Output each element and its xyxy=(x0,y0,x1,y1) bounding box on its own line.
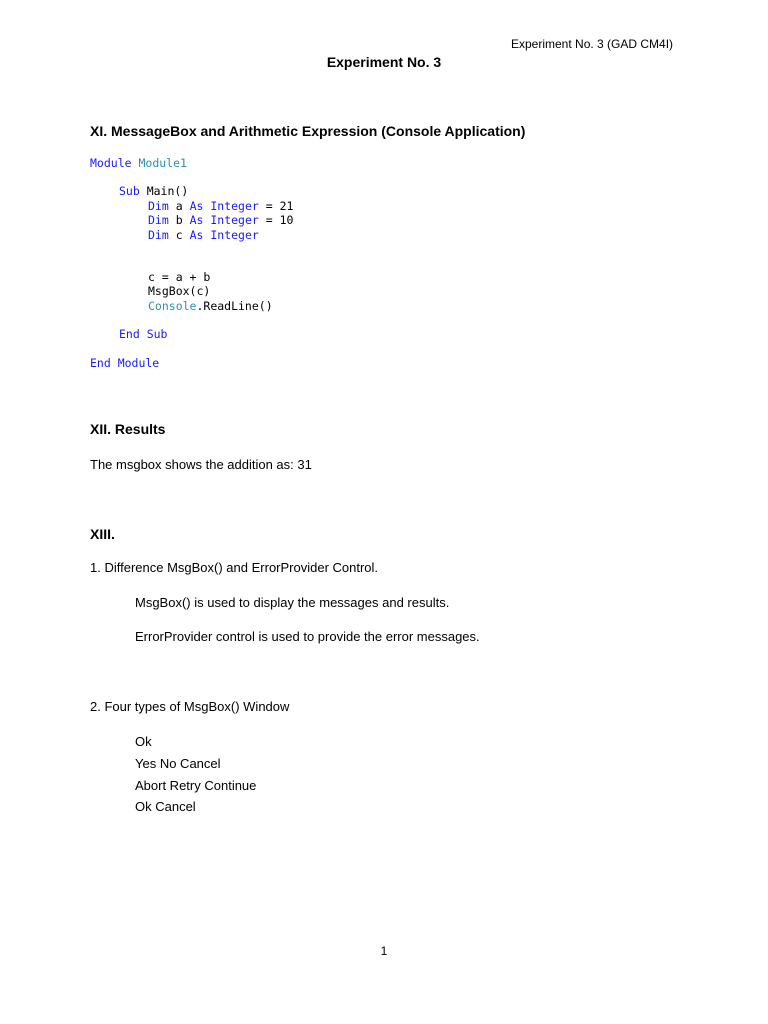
code-line-readline xyxy=(148,299,273,314)
section-xiii-heading: XIII. xyxy=(90,526,115,542)
code-keyword: Sub xyxy=(119,184,140,198)
running-header: Experiment No. 3 (GAD CM4I) xyxy=(511,37,674,51)
question-1: 1. Difference MsgBox() and ErrorProvider Control. xyxy=(90,560,379,575)
msgbox-type-item: Abort Retry Continue xyxy=(135,778,257,793)
code-keyword: As xyxy=(189,199,204,213)
msgbox-type-item: Ok Cancel xyxy=(135,799,196,814)
code-type: Console xyxy=(148,299,197,313)
code-keyword: As xyxy=(189,213,204,227)
code-line-module xyxy=(90,156,187,171)
code-text: Main() xyxy=(139,184,189,198)
code-text: c xyxy=(168,228,190,242)
code-text: .ReadLine() xyxy=(196,299,273,313)
msgbox-type-item: Ok xyxy=(135,734,152,749)
answer-1-line-2: ErrorProvider control is used to provide the error messages. xyxy=(135,629,480,644)
code-keyword: Integer xyxy=(210,213,259,227)
code-keyword: Dim xyxy=(148,213,169,227)
results-text: The msgbox shows the addition as: 31 xyxy=(90,457,312,472)
code-line-sub xyxy=(119,184,188,199)
page-number: 1 xyxy=(380,944,388,958)
answer-1-line-1: MsgBox() is used to display the messages and results. xyxy=(135,595,450,610)
code-text: = 10 xyxy=(258,213,294,227)
code-keyword: Dim xyxy=(148,228,169,242)
code-line-assign: c = a + b xyxy=(148,270,211,284)
page-title: Experiment No. 3 xyxy=(326,54,442,70)
section-xi-heading: XI. MessageBox and Arithmetic Expression (Console Application) xyxy=(90,123,526,139)
code-keyword: Dim xyxy=(148,199,169,213)
code-line-end-sub: End Sub xyxy=(119,327,168,341)
code-line-dim-c xyxy=(148,228,259,243)
msgbox-type-item: Yes No Cancel xyxy=(135,756,221,771)
question-2: 2. Four types of MsgBox() Window xyxy=(90,699,290,714)
code-line-dim-b xyxy=(148,213,293,228)
code-type: Module1 xyxy=(138,156,187,170)
section-xii-heading: XII. Results xyxy=(90,421,166,437)
code-text: b xyxy=(168,213,190,227)
code-text: = 21 xyxy=(258,199,294,213)
code-keyword: Integer xyxy=(210,199,259,213)
code-line-msgbox: MsgBox(c) xyxy=(148,284,211,298)
code-keyword: Integer xyxy=(210,228,259,242)
code-keyword: As xyxy=(189,228,204,242)
code-line-end-module: End Module xyxy=(90,356,160,370)
code-keyword: Module xyxy=(90,156,132,170)
code-line-dim-a xyxy=(148,199,293,214)
code-text: a xyxy=(168,199,190,213)
